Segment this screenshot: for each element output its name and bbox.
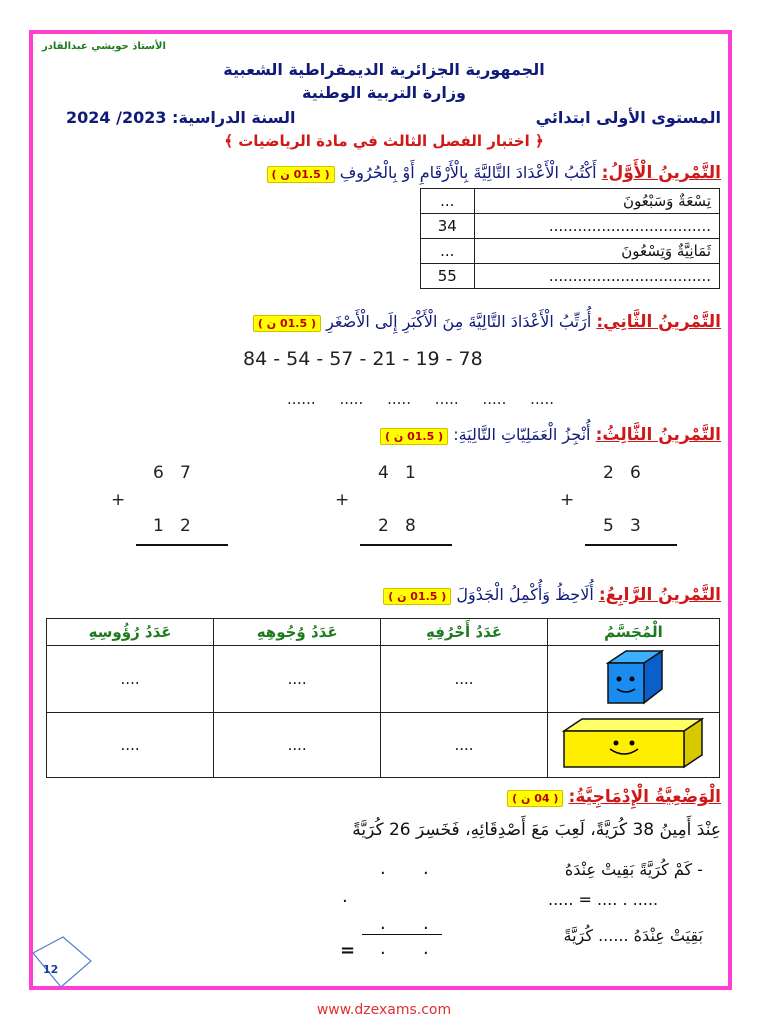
op3-sign: +	[560, 490, 575, 510]
op2-line	[360, 544, 452, 546]
dot-mark: .	[423, 858, 429, 879]
col-solid: الْمُجَسَّمُ	[547, 619, 719, 646]
exam-title: ﴿ اختبار الفصل الثالث في مادة الرياضيات ﴾	[224, 132, 544, 150]
sit-calc[interactable]: ..... = .... . .....	[548, 890, 659, 909]
table-row	[47, 713, 720, 778]
ex2-points: ( 01.5 ن )	[253, 315, 321, 332]
sit-title: الْوَضْعِيَّةُ الْإِدْمَاجِيَّةُ:	[568, 787, 721, 807]
words-cell[interactable]: ..................................	[474, 264, 719, 289]
ex1-heading	[267, 163, 721, 183]
cuboid-image	[558, 715, 708, 771]
cube-vertices[interactable]: ....	[47, 646, 214, 713]
ex1-points: ( 01.5 ن )	[267, 166, 335, 183]
op1-top: 6 7	[153, 463, 191, 483]
ex1-text: أَكْتُبُ الْأَعْدَادَ التَّالِيَّةَ بِالْأَرْقَامِ أَوْ بِالْحُرُوفِ	[339, 163, 597, 182]
op3-bottom: 5 3	[603, 516, 641, 536]
table-row	[47, 646, 720, 713]
words-cell[interactable]: تِسْعَةٌ وَسَبْعُونَ	[474, 189, 719, 214]
ex4-table	[46, 618, 720, 778]
sit-question: - كَمْ كُرَيَّةً بَقِيتْ عِنْدَهُ	[564, 860, 703, 879]
footer-link[interactable]: www.dzexams.com	[316, 1002, 452, 1018]
digits-cell[interactable]: 55	[421, 264, 475, 289]
ex2-blanks: ...... ..... ..... ..... ..... .....	[287, 390, 555, 408]
cuboid-faces[interactable]: ....	[214, 713, 381, 778]
digits-cell[interactable]: 34	[421, 214, 475, 239]
ex2-heading	[253, 312, 721, 332]
ministry-title: وزارة التربية الوطنية	[301, 83, 466, 102]
col-edges: عَدَدُ أَحْرُفِهِ	[381, 619, 548, 646]
sit-heading	[507, 787, 721, 807]
dot-mark: .	[423, 938, 429, 959]
table-row	[421, 264, 720, 289]
cuboid-vertices[interactable]: ....	[47, 713, 214, 778]
page-number: 12	[43, 963, 59, 976]
dot-mark: .	[380, 913, 386, 934]
dot-mark: .	[380, 858, 386, 879]
op3-line	[585, 544, 677, 546]
dot-mark: .	[423, 913, 429, 934]
ex3-text: أُنْجِزُ الْعَمَلِيّاتِ التَّالِيَةِ:	[453, 425, 591, 444]
sit-answer[interactable]: بَقِيَتْ عِنْدَهُ ...... كُرَيَّةً	[563, 926, 703, 945]
table-row	[421, 239, 720, 264]
ex4-points: ( 01.5 ن )	[383, 588, 451, 605]
op1-bottom: 1 2	[153, 516, 191, 536]
ex4-heading	[383, 585, 721, 605]
ex3-points: ( 01.5 ن )	[380, 428, 448, 445]
op3-top: 2 6	[603, 463, 641, 483]
fraction-line	[362, 934, 442, 935]
ex2-title: التَّمْرينُ الثَّانِي:	[596, 312, 721, 332]
ex2-numbers: 84 - 54 - 57 - 21 - 19 - 78	[243, 348, 483, 370]
ex4-text: أُلَاحِظُ وَأُكْمِلُ الْجَدْوَلَ	[456, 585, 594, 604]
cube-edges[interactable]: ....	[381, 646, 548, 713]
ex1-title: التَّمْرينُ الْأَوَّلُ:	[601, 163, 721, 183]
col-faces: عَدَدُ وُجُوهِهِ	[214, 619, 381, 646]
equals-sign: =	[340, 940, 356, 961]
op2-top: 4 1	[378, 463, 416, 483]
dot-mark: .	[342, 886, 348, 907]
school-year: السنة الدراسية: 2023/ 2024	[66, 108, 296, 127]
table-row	[421, 189, 720, 214]
op1-sign: +	[111, 490, 126, 510]
op2-bottom: 2 8	[378, 516, 416, 536]
cuboid-cell	[547, 713, 719, 778]
table-row	[421, 214, 720, 239]
op1-line	[136, 544, 228, 546]
words-cell[interactable]: ..................................	[474, 214, 719, 239]
republic-title: الجمهورية الجزائرية الديمقراطية الشعبية	[223, 60, 545, 79]
teacher-name: الأستاذ حويشي عبدالقادر	[42, 41, 166, 52]
ex3-title: التَّمْرينُ الثَّالِثُ:	[595, 425, 721, 445]
level-label: المستوى الأولى ابتدائي	[535, 108, 721, 127]
cube-cell	[547, 646, 719, 713]
ex2-text: أُرَتِّبُ الْأَعْدَادَ التَّالِيَّةَ مِنَ الْأَكْبَرِ إِلَى الْأَصْغَرِ	[326, 312, 592, 331]
digits-cell[interactable]: ...	[421, 189, 475, 214]
digits-cell[interactable]: ...	[421, 239, 475, 264]
cube-faces[interactable]: ....	[214, 646, 381, 713]
cuboid-edges[interactable]: ....	[381, 713, 548, 778]
op2-sign: +	[335, 490, 350, 510]
page-corner-icon	[29, 935, 93, 991]
col-vertices: عَدَدُ رُؤُوسِهِ	[47, 619, 214, 646]
ex3-heading	[380, 425, 721, 445]
cube-image	[588, 647, 678, 707]
ex4-title: التَّمْرينُ الرَّابِعُ:	[598, 585, 721, 605]
sit-text: عِنْدَ أَمِينُ 38 كُرَيَّةً، لَعِبَ مَعَ أَصْدِقَائِهِ، فَخَسِرَ 26 كُرَيَّةً	[352, 820, 721, 840]
dot-mark: .	[380, 938, 386, 959]
ex1-table	[420, 188, 720, 289]
words-cell[interactable]: ثَمَانِيَّةٌ وَتِسْعُونَ	[474, 239, 719, 264]
sit-points: ( 04 ن )	[507, 790, 563, 807]
